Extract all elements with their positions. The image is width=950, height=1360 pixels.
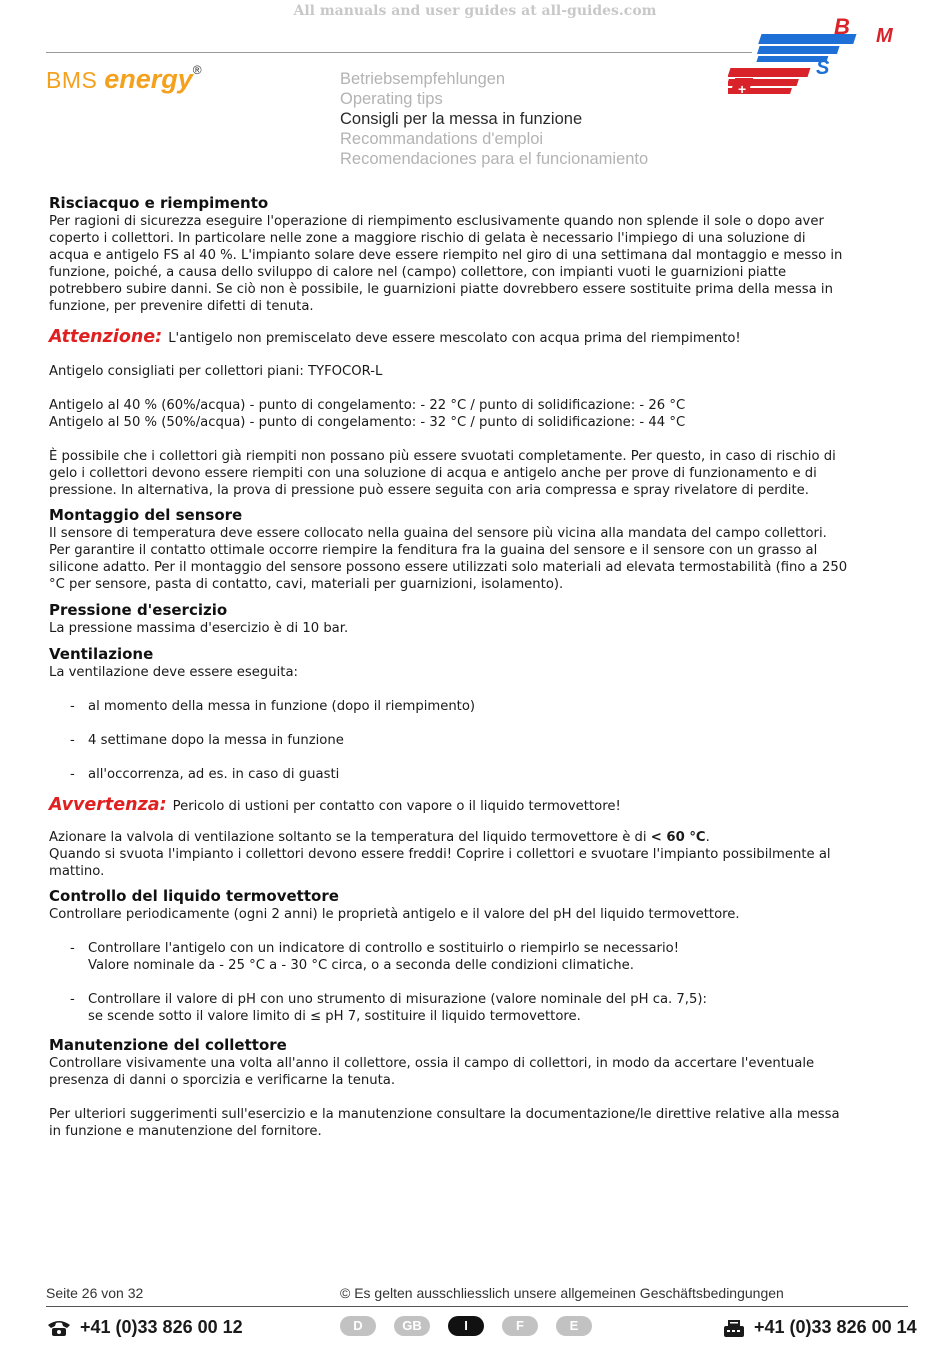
lang-pill-fr: F: [502, 1316, 538, 1336]
section-heading-sensor: Montaggio del sensore: [49, 506, 243, 524]
ventilation-emptying: Quando si svuota l'impianto i collettori devono essere freddi! Coprire i collettori e svuotare l'impianto possibilmente al mattino.: [49, 847, 831, 879]
fax-icon: [722, 1318, 746, 1338]
attention-note: [49, 329, 849, 347]
logo-letter-s: S: [816, 57, 830, 79]
ventilation-intro: La ventilazione deve essere eseguita:: [49, 665, 298, 680]
terms-notice: © Es gelten ausschliesslich unsere allgemeinen Geschäftsbedingungen: [340, 1285, 784, 1301]
section-heading-rinse: Risciacquo e riempimento: [49, 194, 269, 212]
header-rule: [46, 52, 752, 53]
lang-pill-es: E: [556, 1316, 592, 1336]
fax-number: +41 (0)33 826 00 14: [754, 1317, 917, 1337]
header-titles: [340, 69, 648, 169]
logo-letter-b: B: [834, 14, 850, 39]
page-number: Seite 26 von 32: [46, 1285, 144, 1301]
valve-temperature: < 60 °C: [650, 830, 706, 845]
warning-label: Avvertenza:: [49, 795, 167, 815]
phone-number: +41 (0)33 826 00 12: [80, 1317, 243, 1337]
antifreeze-50: Antigelo al 50 % (50%/acqua) - punto di congelamento: - 32 °C / punto di solidificazione: - 44 °C: [49, 415, 686, 430]
valve-instruction: Azionare la valvola di ventilazione soltanto se la temperatura del liquido termovettore è di < 60 °C.: [49, 830, 710, 845]
maintenance-paragraph: Controllare visivamente una volta all'anno il collettore, ossia il campo di collettori, in modo da accertare l'eventuale presenza di danni o sporcizia e verificarne la tenuta.: [49, 1056, 815, 1088]
title-italian: Consigli per la messa in funzione: [340, 110, 583, 128]
bms-logo: [728, 14, 908, 104]
telephone-icon: [46, 1319, 72, 1337]
attention-text: L'antigelo non premiscelato deve essere mescolato con acqua prima del riempimento!: [168, 331, 741, 346]
section-heading-maintenance: Manutenzione del collettore: [49, 1036, 287, 1054]
registered-mark: ®: [192, 63, 202, 77]
language-selector: [340, 1316, 592, 1336]
brand-logo: [46, 63, 202, 95]
antifreeze-40: Antigelo al 40 % (60%/acqua) - punto di congelamento: - 22 °C / punto di solidificazione: - 26 °C: [49, 398, 686, 413]
watermark: All manuals and user guides at all-guides.com: [293, 3, 657, 19]
brand-name-part1: BMS: [46, 67, 105, 93]
main-content: [49, 193, 849, 1140]
swiss-cross-icon: +: [738, 81, 747, 97]
title-french: Recommandations d'emploi: [340, 130, 544, 148]
brand-name-part2: energy: [104, 64, 193, 94]
logo-letter-m: M: [876, 25, 893, 47]
pressure-paragraph: La pressione massima d'esercizio è di 10 bar.: [49, 621, 349, 636]
lang-pill-de: D: [340, 1316, 376, 1336]
rinse-paragraph: Per ragioni di sicurezza eseguire l'operazione di riempimento esclusivamente quando non splende il sole o dopo aver coperto i collettori. In particolare nelle zone a maggiore rischio di gelata è necessario l'impiego di una soluzione di acqua e antigelo FS al 40 %. L'impianto solare deve essere riempito nel giro di una settimana dal montaggio e messo in funzione, poiché, a causa dello sviluppo di calore nel (campo) collettore, con impianti vuoti le guarnizioni piatte potrebbero subire danni. Se ciò non è possibile, le guarnizioni piatte dovrebbero essere sostituite prima della messa in funzione, per prevenire difetti di tenuta.: [49, 214, 843, 314]
lang-pill-gb: GB: [394, 1316, 430, 1336]
sensor-paragraph: Il sensore di temperatura deve essere collocato nella guaina del sensore più vicina alla mandata del campo collettori. Per garantire il contatto ottimale occorre riempire la fenditura fra la guaina del sensore e il sensore con un grasso al silicone adatto. Per il montaggio del sensore possono essere utilizzati solo materiali ad elevata termostabilità (fino a 250 °C per sensore, pasta di contatto, cavi, materiali per guarnizioni, isolamento).: [49, 526, 848, 592]
footer-rule: [46, 1306, 908, 1307]
attention-label: Attenzione:: [49, 327, 163, 347]
warning-text: Pericolo di ustioni per contatto con vapore o il liquido termovettore!: [172, 799, 621, 814]
list-item: - Controllare l'antigelo con un indicatore di controllo e sostituirlo o riempirlo se necessario! Valore nominale da - 25 °C a - 30 °C circa, o a seconda delle condizioni climatiche.: [70, 941, 679, 973]
list-item: - al momento della messa in funzione (dopo il riempimento): [70, 699, 476, 714]
phone-contact: [46, 1317, 243, 1338]
fax-contact: [722, 1317, 917, 1338]
list-item: - all'occorrenza, ad es. in caso di guasti: [70, 767, 340, 782]
list-item: - 4 settimane dopo la messa in funzione: [70, 733, 344, 748]
title-german: Betriebsempfehlungen: [340, 70, 506, 88]
lang-pill-it: I: [448, 1316, 484, 1336]
emptying-paragraph: È possibile che i collettori già riempiti non possano più essere svuotati completamente. Per questo, in caso di rischio di gelo i collettori devono essere riempiti con una soluzione di acqua e antigelo anche per prove di funzionamento e di pressione. In alternativa, la prova di pressione può essere seguita con aria compressa e spray rivelatore di perdite.: [49, 449, 836, 498]
list-item: - Controllare il valore di pH con uno strumento di misurazione (valore nominale del pH ca. 7,5): se scende sotto il valore limito di ≤ pH 7, sostituire il liquido termovettore.: [70, 992, 707, 1024]
section-heading-ventilation: Ventilazione: [49, 645, 154, 663]
section-heading-pressure: Pressione d'esercizio: [49, 601, 228, 619]
recommended-antifreeze: Antigelo consigliati per collettori piani: TYFOCOR-L: [49, 364, 383, 379]
fluid-control-intro: Controllare periodicamente (ogni 2 anni) le proprietà antigelo e il valore del pH del liquido termovettore.: [49, 907, 740, 922]
section-heading-fluid-control: Controllo del liquido termovettore: [49, 887, 339, 905]
title-english: Operating tips: [340, 90, 443, 108]
title-spanish: Recomendaciones para el funcionamiento: [340, 150, 649, 168]
closing-paragraph: Per ulteriori suggerimenti sull'esercizio e la manutenzione consultare la documentazione/le direttive relative alla messa in funzione e manutenzione del fornitore.: [49, 1107, 840, 1139]
warning-note: [49, 797, 849, 815]
